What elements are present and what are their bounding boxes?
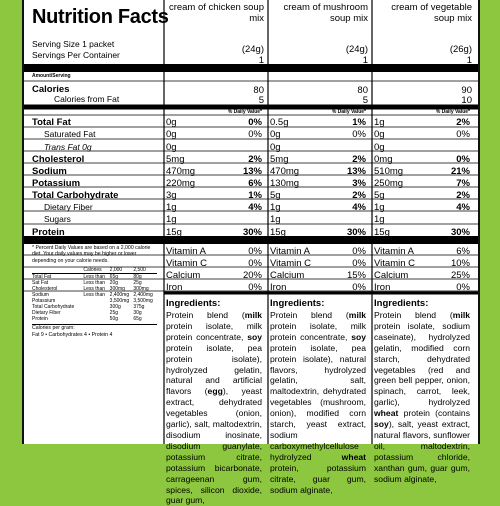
nutrient-dv-sat-fat-1: 0% xyxy=(248,129,262,140)
vitamin-value-vitamin-c-1: 0% xyxy=(248,258,262,269)
ingredients-text-3: Protein blend (milk protein isolate, sodium caseinate), hydrolyzed gelatin, modified corn starch, dehydrated vegetables (red and green bell pepper, onion, spinach, carrot, leek, garlic), hydrolyzed wheat protein (contains soy), salt, yeast extract, natural flavors, sunflower oil, maltodextrin, potassium chloride, xanthan gum, guar gum, sodium alginate, xyxy=(374,310,470,484)
nutrient-dv-total-fat-3: 2% xyxy=(456,117,470,128)
nutrient-dv-total-fat-2: 1% xyxy=(352,117,366,128)
cholesterol-label: Cholesterol xyxy=(32,154,85,165)
dv-table-cell: Less than xyxy=(83,292,106,299)
nutrient-dv-sat-fat-2: 0% xyxy=(352,129,366,140)
vitamin-value-calcium-2: 15% xyxy=(346,270,366,281)
vitamin-label-vitamin-a-1: Vitamin A xyxy=(166,246,206,257)
nutrient-dv-protein-3: 30% xyxy=(450,227,470,238)
nutrient-dv-cholesterol-1: 2% xyxy=(248,154,262,165)
amount-per-serving-label: Amount/Serving xyxy=(32,73,71,79)
daily-value-header-3: % Daily Value* xyxy=(435,109,470,115)
nutrient-amount-sodium-3: 510mg xyxy=(374,166,404,177)
nutrient-amount-potassium-1: 220mg xyxy=(166,178,196,189)
nutrient-amount-cholesterol-1: 5mg xyxy=(166,154,185,165)
vitamin-label-vitamin-a-2: Vitamin A xyxy=(270,246,310,257)
nutrient-dv-protein-2: 30% xyxy=(346,227,366,238)
calories-from-fat-label: Calories from Fat xyxy=(54,94,120,104)
nutrient-amount-sugars-1: 1g xyxy=(166,214,177,225)
vitamin-label-calcium-3: Calcium xyxy=(374,270,409,281)
dv-table-cell: 375g xyxy=(133,304,145,311)
product-name-1: cream of chicken soup mix xyxy=(168,2,264,24)
ingredients-text-2: Protein blend (milk protein isolate, milk protein concentrate, soy protein isolate, pea protein isolate), natural flavors, hydrolyzed gelatin, salt, maltodextrin, dehydrated vegetables (mushroom, onion), modified corn starch, yeast extract, sodium carboxymethylcellulose hydrolyzed wheat protein, potassium citrate, guar gum, sodium alginate, xyxy=(270,310,366,495)
dv-table-cell: Cholesterol xyxy=(32,286,58,293)
dv-table-cell: 300mg xyxy=(109,286,125,293)
vitamin-value-iron-3: 0% xyxy=(456,282,470,293)
nutrition-facts-title: Nutrition Facts xyxy=(32,6,169,28)
nutrient-amount-carbohydrate-3: 5g xyxy=(374,190,385,201)
vitamin-label-iron-3: Iron xyxy=(374,282,391,293)
daily-value-reference-table xyxy=(32,267,157,322)
dv-table-cell: Sodium xyxy=(32,292,49,299)
calories-value-2: 80 xyxy=(357,85,368,96)
nutrient-dv-carbohydrate-3: 2% xyxy=(456,190,470,201)
nutrient-amount-fiber-1: 1g xyxy=(166,202,177,213)
daily-value-note: * Percent Daily Values are based on a 2,000 calorie diet. Your daily values may be higher or lower depending on your calorie needs. xyxy=(32,245,151,264)
vitamin-label-vitamin-c-2: Vitamin C xyxy=(270,258,312,269)
protein-label: Protein xyxy=(32,227,65,238)
nutrient-amount-trans-fat-3: 0g xyxy=(374,142,385,153)
serving-grams-1: (24g) xyxy=(241,44,264,55)
sugars-label: Sugars xyxy=(44,214,71,224)
saturated-fat-label: Saturated Fat xyxy=(44,129,96,139)
servings-2: 1 xyxy=(362,55,368,66)
calories-value-1: 80 xyxy=(253,85,264,96)
dv-table-cell: 2,000 xyxy=(110,267,134,274)
dv-table-cell: 65g xyxy=(133,316,142,323)
dv-table-cell: Protein xyxy=(32,316,48,323)
dv-table-cell: 300g xyxy=(109,304,121,311)
dv-table-cell: 3,500mg xyxy=(109,298,130,305)
dv-table-cell: 2,400mg xyxy=(133,292,153,299)
vitamin-label-iron-1: Iron xyxy=(166,282,183,293)
nutrient-dv-sodium-3: 21% xyxy=(450,166,470,177)
servings-1: 1 xyxy=(258,55,264,66)
dv-table-cell: Less than xyxy=(83,280,106,287)
dv-table-cell xyxy=(83,316,109,322)
nutrient-amount-sat-fat-3: 0g xyxy=(374,129,385,140)
nutrient-dv-sodium-2: 13% xyxy=(346,166,366,177)
nutrient-amount-protein-1: 15g xyxy=(166,227,182,238)
total-fat-label: Total Fat xyxy=(32,117,71,128)
vitamin-value-iron-2: 0% xyxy=(352,282,366,293)
calories-from-fat-value-2: 5 xyxy=(362,95,368,106)
ingredients-text-1: Protein blend (milk protein isolate, milk protein concentrate, soy protein isolate, pea protein isolate), hydrolyzed gelatin, natural and artificial flavors (egg), yeast extract, dehydrated vegetables (onion, garlic), salt, maltodextrin, disodium inosinate, disodium guanylate, potassium citrate, potassium bicarbonate, carrageenan gum, spices, silicon dioxide, guar gum, xyxy=(166,310,262,506)
serving-grams-3: (26g) xyxy=(449,44,472,55)
nutrient-amount-sodium-2: 470mg xyxy=(270,166,300,177)
nutrient-amount-carbohydrate-2: 5g xyxy=(270,190,281,201)
nutrient-amount-protein-2: 15g xyxy=(270,227,286,238)
vitamin-value-vitamin-c-2: 0% xyxy=(352,258,366,269)
vitamin-value-vitamin-a-3: 6% xyxy=(456,246,470,257)
nutrient-dv-sat-fat-3: 0% xyxy=(456,129,470,140)
nutrient-dv-sodium-1: 13% xyxy=(242,166,262,177)
dv-table-cell: 300mg xyxy=(133,286,149,293)
nutrient-amount-trans-fat-1: 0g xyxy=(166,142,177,153)
nutrient-amount-cholesterol-2: 5mg xyxy=(270,154,289,165)
sodium-label: Sodium xyxy=(32,166,67,177)
nutrient-amount-total-fat-2: 0.5g xyxy=(270,117,289,128)
dv-table-cell: 50g xyxy=(109,316,119,323)
nutrient-amount-fiber-2: 1g xyxy=(270,202,281,213)
calories-label: Calories xyxy=(32,84,70,95)
dv-table-cell: Total Carbohydrate xyxy=(32,304,75,311)
daily-value-header-1: % Daily Value* xyxy=(227,109,262,115)
dv-table-cell: 20g xyxy=(109,280,119,287)
nutrient-dv-potassium-3: 7% xyxy=(456,178,470,189)
ingredients-heading-1: Ingredients: xyxy=(166,298,221,309)
nutrient-dv-protein-1: 30% xyxy=(242,227,262,238)
nutrient-dv-potassium-2: 3% xyxy=(352,178,366,189)
dv-table-cell: 80g xyxy=(133,274,142,281)
nutrient-dv-potassium-1: 6% xyxy=(248,178,262,189)
nutrient-amount-cholesterol-3: 0mg xyxy=(374,154,393,165)
dv-table-cell: 65g xyxy=(109,274,119,281)
servings-per-container-label: Servings Per Container xyxy=(32,50,120,60)
dv-table-cell: Dietary Fiber xyxy=(32,310,61,317)
nutrient-amount-sodium-1: 470mg xyxy=(166,166,196,177)
nutrient-amount-sugars-2: 1g xyxy=(270,214,281,225)
ingredients-heading-3: Ingredients: xyxy=(374,298,429,309)
nutrient-amount-fiber-3: 1g xyxy=(374,202,385,213)
vitamin-label-vitamin-c-3: Vitamin C xyxy=(374,258,416,269)
daily-value-footnote xyxy=(32,245,157,338)
dv-table-row xyxy=(32,316,157,322)
nutrient-amount-protein-3: 15g xyxy=(374,227,390,238)
nutrient-amount-carbohydrate-1: 3g xyxy=(166,190,177,201)
dv-table-cell: Potassium xyxy=(32,298,56,305)
nutrient-amount-total-fat-3: 1g xyxy=(374,117,385,128)
product-name-2: cream of mushroom soup mix xyxy=(283,2,368,24)
dietary-fiber-label: Dietary Fiber xyxy=(44,202,93,212)
nutrient-dv-fiber-3: 4% xyxy=(456,202,470,213)
vitamin-value-vitamin-c-3: 10% xyxy=(450,258,470,269)
vitamin-value-vitamin-a-2: 0% xyxy=(352,246,366,257)
per-gram-values: Fat 9 • Carbohydrates 4 • Protein 4 xyxy=(32,331,113,338)
vitamin-value-vitamin-a-1: 0% xyxy=(248,246,262,257)
calories-from-fat-value-1: 5 xyxy=(258,95,264,106)
potassium-label: Potassium xyxy=(32,178,81,189)
nutrient-amount-potassium-2: 130mg xyxy=(270,178,300,189)
servings-3: 1 xyxy=(466,55,472,66)
nutrient-dv-fiber-2: 4% xyxy=(352,202,366,213)
daily-value-header-2: % Daily Value* xyxy=(331,109,366,115)
dv-table-cell: 3,500mg xyxy=(133,298,153,305)
product-name-3: cream of vegetable soup mix xyxy=(391,2,472,24)
dv-table-cell: Calories xyxy=(83,267,109,274)
nutrition-panel xyxy=(22,0,480,506)
nutrient-amount-total-fat-1: 0g xyxy=(166,117,177,128)
vitamin-label-calcium-2: Calcium xyxy=(270,270,305,281)
nutrient-amount-potassium-3: 250mg xyxy=(374,178,404,189)
vitamin-label-vitamin-c-1: Vitamin C xyxy=(166,258,208,269)
calories-value-3: 90 xyxy=(461,85,472,96)
total-carbohydrate-label: Total Carbohydrate xyxy=(32,190,119,201)
calories-from-fat-value-3: 10 xyxy=(461,95,472,106)
ingredients-heading-2: Ingredients: xyxy=(270,298,325,309)
trans-fat-label: Trans Fat 0g xyxy=(44,142,92,152)
dv-table-cell: 25g xyxy=(109,310,119,317)
nutrient-dv-cholesterol-3: 0% xyxy=(456,154,470,165)
nutrient-dv-cholesterol-2: 2% xyxy=(352,154,366,165)
dv-table-cell: 30g xyxy=(133,310,142,317)
dv-table-cell: Less than xyxy=(83,286,106,293)
dv-table-cell: 2,500 xyxy=(133,267,157,274)
nutrient-dv-total-fat-1: 0% xyxy=(248,117,262,128)
nutrient-dv-fiber-1: 4% xyxy=(248,202,262,213)
nutrient-dv-carbohydrate-2: 2% xyxy=(352,190,366,201)
dv-table-cell: 25g xyxy=(133,280,142,287)
serving-grams-2: (24g) xyxy=(345,44,368,55)
vitamin-label-iron-2: Iron xyxy=(270,282,287,293)
calories-per-gram: Calories per gram: xyxy=(32,324,157,331)
dv-table-cell: Less than xyxy=(83,274,106,281)
dv-table-cell: Sat Fat xyxy=(32,280,49,287)
vitamin-value-calcium-3: 25% xyxy=(450,270,470,281)
serving-size-label: Serving Size 1 packet xyxy=(32,39,115,49)
nutrient-amount-sat-fat-2: 0g xyxy=(270,129,281,140)
nutrient-dv-carbohydrate-1: 1% xyxy=(248,190,262,201)
dv-table-cell: Total Fat xyxy=(32,274,52,281)
vitamin-value-calcium-1: 20% xyxy=(242,270,262,281)
dv-table-cell: 2,400mg xyxy=(109,292,130,299)
nutrient-amount-sugars-3: 1g xyxy=(374,214,385,225)
vitamin-label-calcium-1: Calcium xyxy=(166,270,201,281)
nutrient-amount-trans-fat-2: 0g xyxy=(270,142,281,153)
vitamin-value-iron-1: 0% xyxy=(248,282,262,293)
nutrient-amount-sat-fat-1: 0g xyxy=(166,129,177,140)
vitamin-label-vitamin-a-3: Vitamin A xyxy=(374,246,414,257)
